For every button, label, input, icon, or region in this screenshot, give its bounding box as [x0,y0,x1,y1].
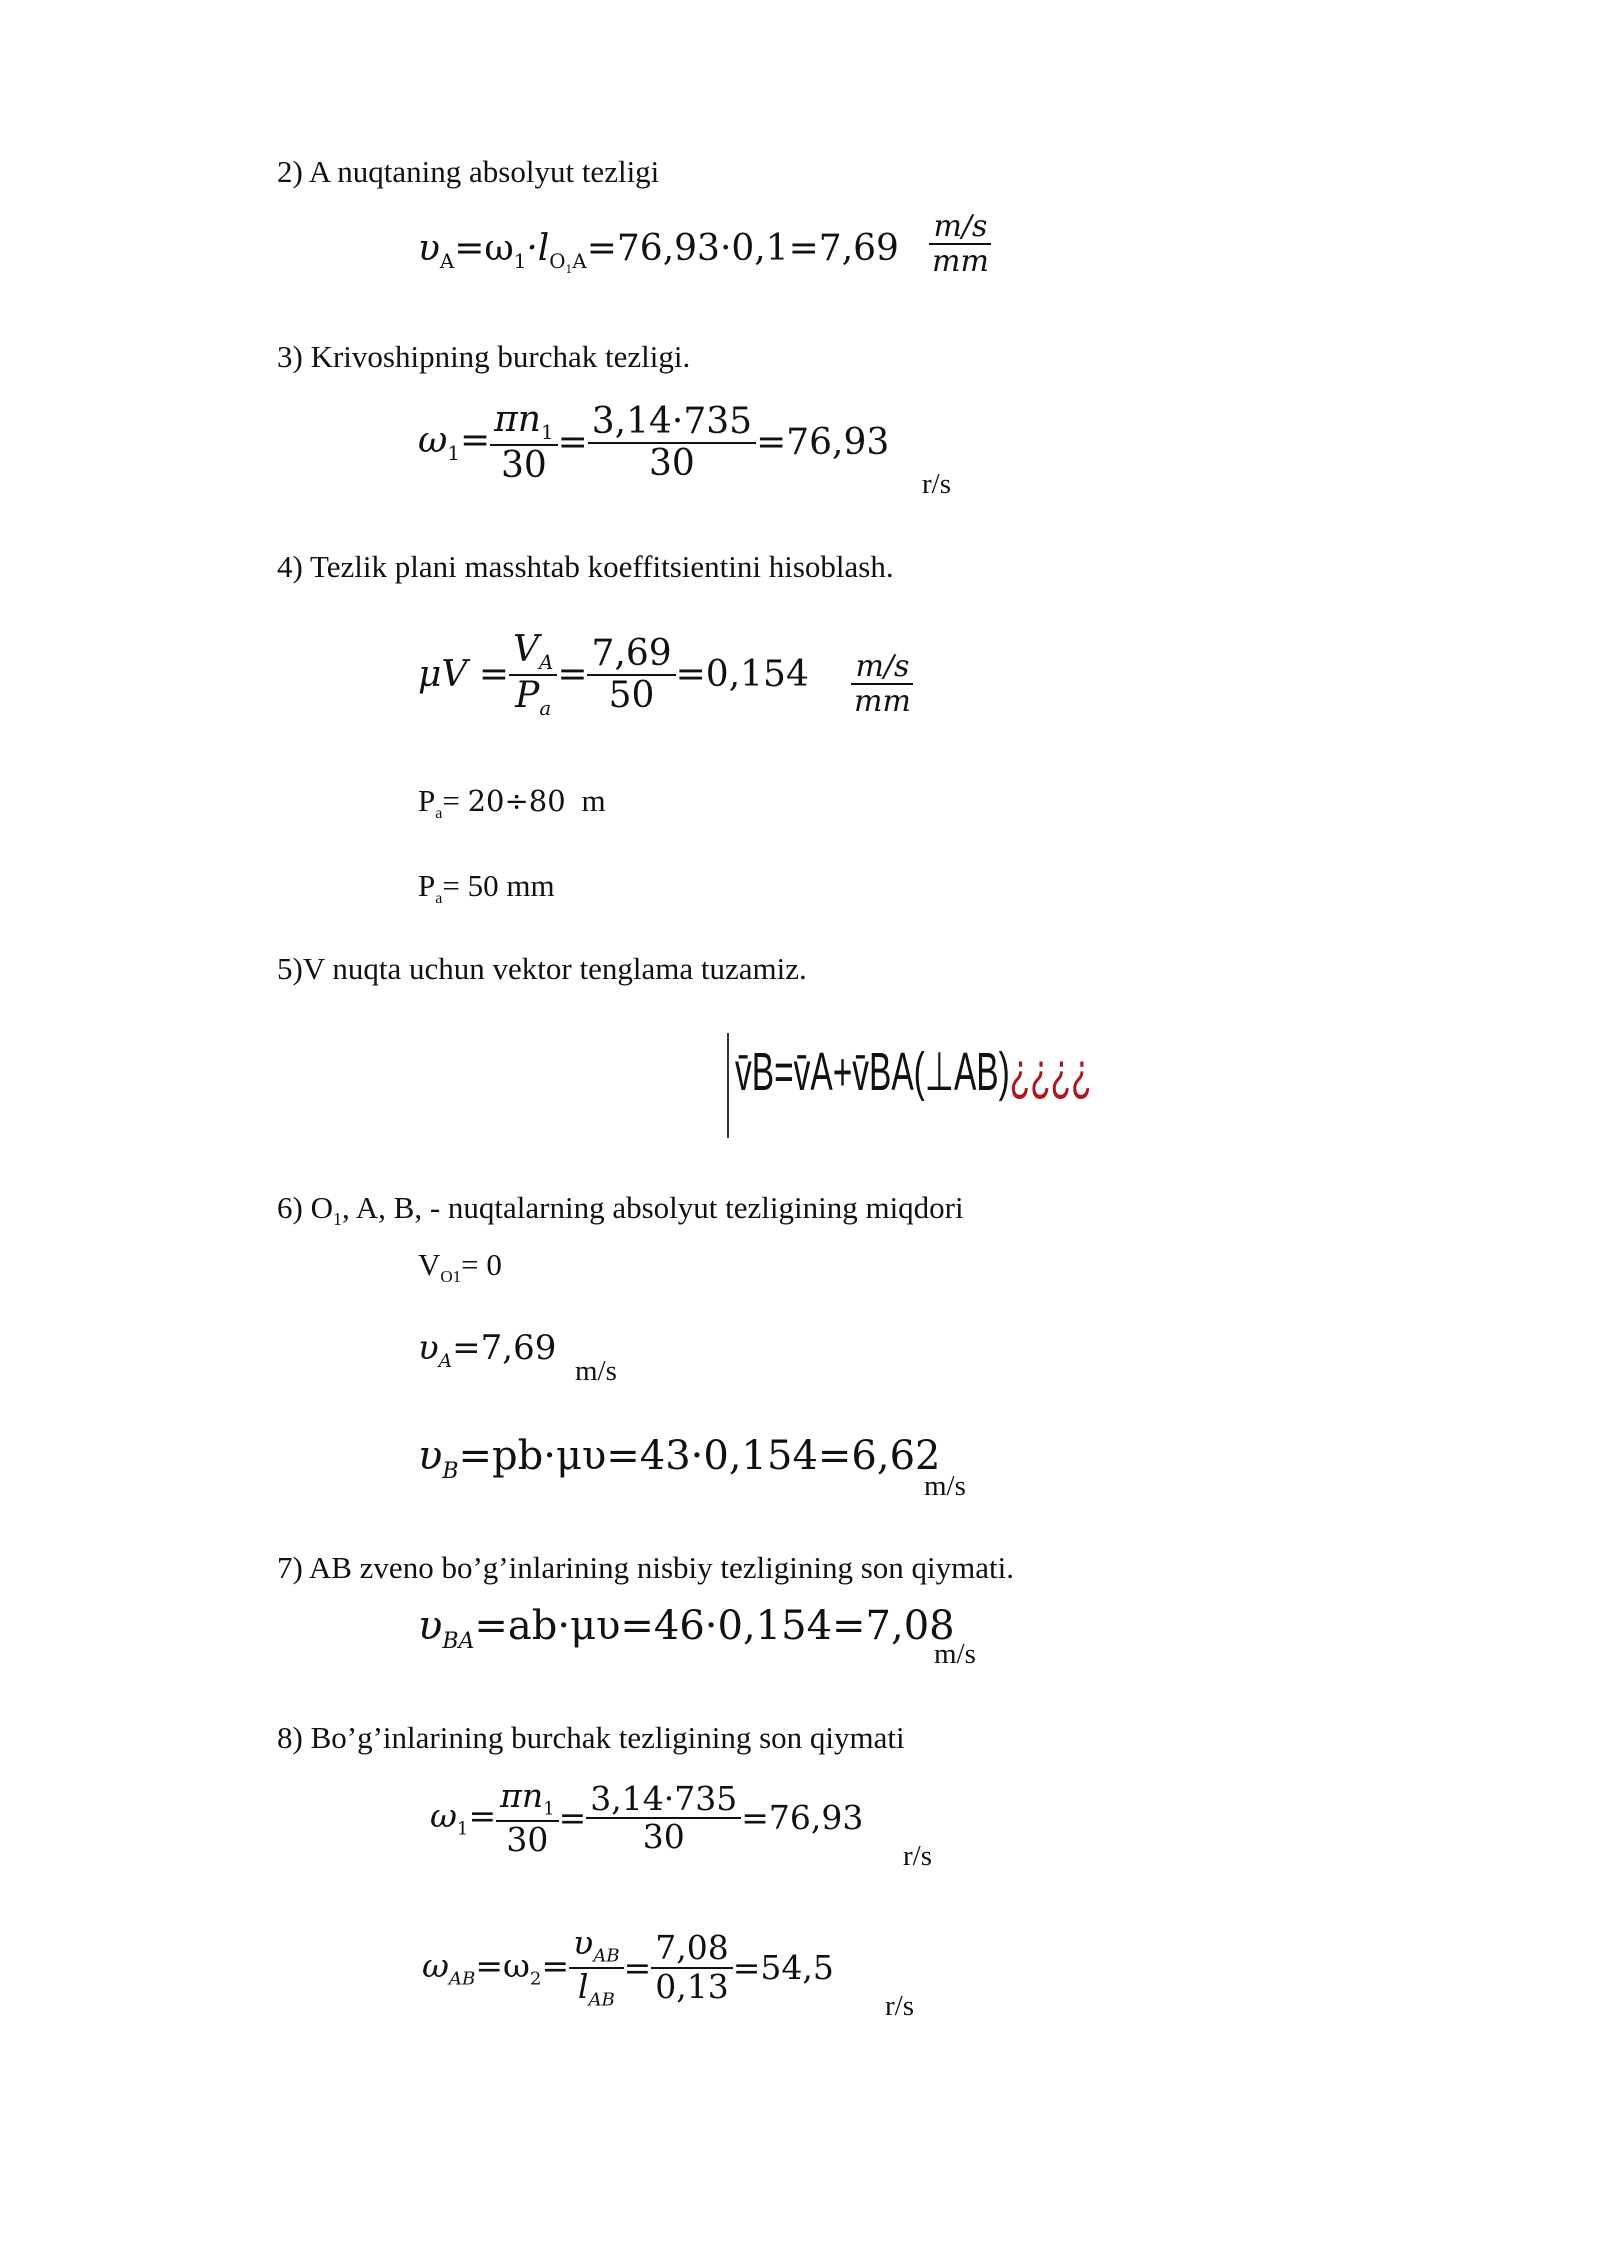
equation-omega-ab: $\omega_{AB}$ $=\omega_2=$ $\frac{\upsilon_{AB}}{l_{AB}}$ = $\frac{7,08}{0,13}$ =54,5 [422,1923,834,2011]
equation-velocity-a: $\upsilon_A=\omega_1\cdot l_{O_1A}=76,93\cdot 0,1=7,69$ [418,228,899,277]
equation-omega1-repeat: $\omega_1=$ $\frac{\pi n_1}{30}$ = $\frac{3,14\cdot 735}{30}$ =76,93 [430,1776,864,1859]
equation-mu-v: μV = $\frac{V_A}{P_a}$ = $\frac{7,69}{50}$ =0,154 [418,629,809,721]
equation-vba: $\upsilon_{BA}=ab\cdot\mu\upsilon=46\cdot 0,154=7,08$ [418,1603,955,1654]
unit-fraction-ms-mm-2: $\frac{m/s}{mm}$ [850,650,915,718]
pa-range: $P_a= 20\div 80$ m [418,783,606,823]
heading-relative-velocity: 7) AB zveno bo’g’inlarining nisbiy tezligining son qiymati. [277,1550,1015,1585]
heading-absolute-velocity-a: 2) A nuqtaning absolyut tezligi [277,154,660,189]
heading-angular-velocities: 8) Bo’g’inlarining burchak tezligining son qiymati [277,1720,905,1755]
vector-equation-bracket [727,1033,729,1138]
equation-vb: $\upsilon_B=pb\cdot\mu\upsilon=43\cdot 0,154=6,62$ [418,1433,941,1484]
pa-value: $P_a= 50$ mm [418,868,555,908]
heading-vector-equation: 5)V nuqta uchun vektor tenglama tuzamiz. [277,951,807,986]
equation-va: $\upsilon_A=7,69$ [418,1328,557,1372]
heading-velocity-scale: 4) Tezlik plani masshtab koeffitsientini hisoblash. [277,549,894,584]
equation-omega1: $\omega_1=$ $\frac{\pi n_1}{30}$ = $\frac{3,14\cdot 735}{30}$ =76,93 [418,399,890,486]
unit-vba: m/s [934,1638,976,1670]
heading-crank-angular-velocity: 3) Krivoshipning burchak tezligi. [277,339,691,374]
heading-absolute-velocities: 6) $O_1$, A, B, - nuqtalarning absolyut tezligining miqdori [277,1190,964,1230]
unit-fraction-ms-mm: $\frac{m/s}{mm}$ [928,210,993,278]
unit-omega1-repeat: r/s [903,1840,932,1872]
unit-omega-ab: r/s [885,1990,914,2022]
unit-rs: r/s [922,468,951,500]
unit-va: m/s [575,1355,617,1387]
unit-vb: m/s [924,1470,966,1502]
vector-equation: v̄B=v̄A+v̄BA(⊥AB)¿¿¿¿ [735,1042,1092,1102]
vo1-value: $V_{O1}= 0$ [418,1247,502,1287]
